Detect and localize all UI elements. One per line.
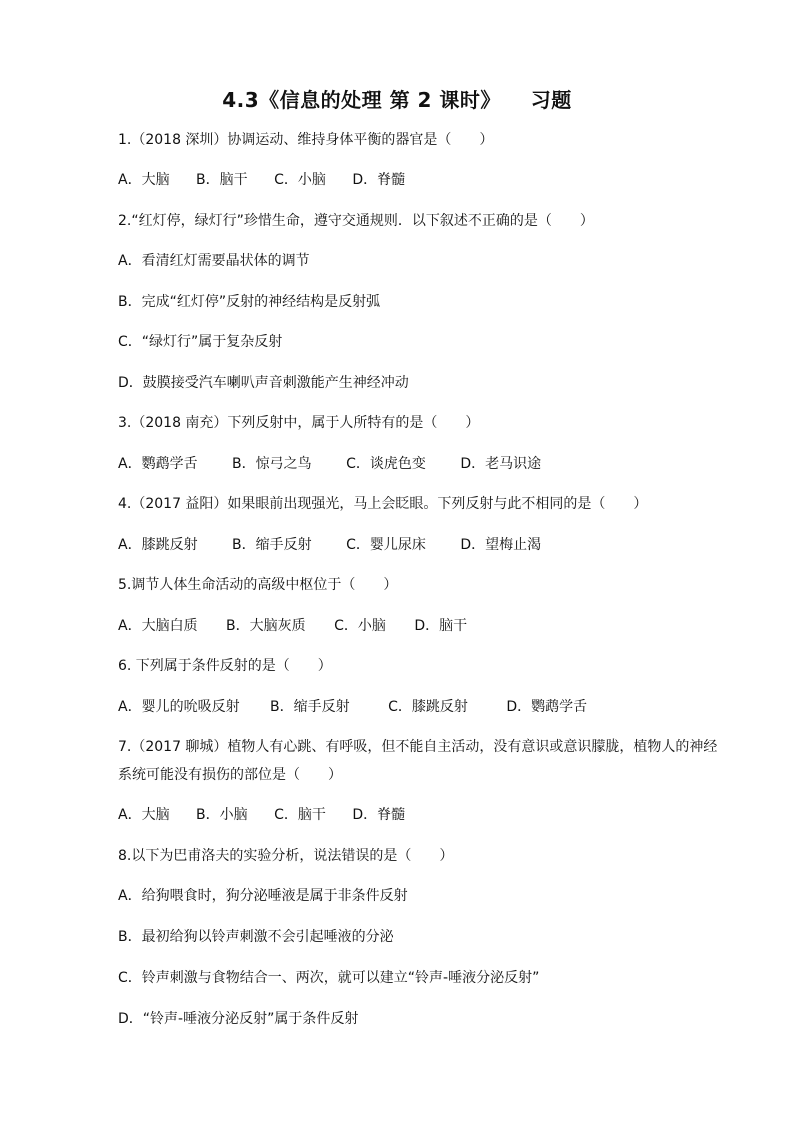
question-8-option-b: B．最初给狗以铃声刺激不会引起唾液的分泌	[118, 929, 394, 945]
question-7-stem: 7.（2017 聊城）植物人有心跳、有呼吸，但不能自主活动，没有意识或意识朦胧，植物人的神经	[118, 739, 718, 755]
question-1-stem: 1.（2018 深圳）协调运动、维持身体平衡的器官是（ ）	[118, 132, 494, 148]
question-6-option-c: C．膝跳反射	[388, 699, 468, 715]
question-2-option-c: C．“绿灯行”属于复杂反射	[118, 334, 283, 350]
question-7-stem-continued: 系统可能没有损伤的部位是（ ）	[118, 767, 342, 783]
question-4-stem: 4.（2017 益阳）如果眼前出现强光，马上会眨眼。下列反射与此不相同的是（ ）	[118, 496, 648, 512]
question-4-options	[118, 536, 541, 554]
question-5-option-a: A．大脑白质	[118, 618, 198, 634]
question-5-options	[118, 617, 467, 635]
question-5-option-d: D．脑干	[414, 618, 468, 634]
question-7-option-d: D．脊髓	[352, 807, 406, 823]
question-7-option-a: A．大脑	[118, 807, 170, 823]
question-1-options	[118, 171, 405, 189]
question-3-stem: 3.（2018 南充）下列反射中，属于人所特有的是（ ）	[118, 415, 480, 431]
question-2-option-d: D．鼓膜接受汽车喇叭声音刺激能产生神经冲动	[118, 375, 409, 391]
question-3-option-b: B．惊弓之鸟	[232, 456, 312, 472]
question-7-option-b: B．小脑	[196, 807, 248, 823]
question-2-option-b: B．完成“红灯停”反射的神经结构是反射弧	[118, 294, 381, 310]
question-6-option-b: B．缩手反射	[270, 699, 350, 715]
question-5-stem: 5.调节人体生命活动的高级中枢位于（ ）	[118, 577, 398, 593]
question-3-option-a: A．鹦鹉学舌	[118, 456, 198, 472]
question-6-option-d: D．鹦鹉学舌	[506, 699, 588, 715]
question-4-option-a: A．膝跳反射	[118, 537, 198, 553]
question-1-option-d: D．脊髓	[352, 172, 406, 188]
question-4-option-b: B．缩手反射	[232, 537, 312, 553]
question-7-option-c: C．脑干	[274, 807, 326, 823]
question-2-option-a: A．看清红灯需要晶状体的调节	[118, 253, 310, 269]
question-4-option-c: C．婴儿尿床	[346, 537, 426, 553]
question-1-option-b: B．脑干	[196, 172, 248, 188]
question-4-option-d: D．望梅止渴	[460, 537, 542, 553]
question-3-option-c: C．谈虎色变	[346, 456, 426, 472]
question-8-stem: 8.以下为巴甫洛夫的实验分析，说法错误的是（ ）	[118, 848, 454, 864]
question-8-option-a: A．给狗喂食时，狗分泌唾液是属于非条件反射	[118, 888, 408, 904]
question-6-option-a: A．婴儿的吮吸反射	[118, 699, 240, 715]
question-3-options	[118, 455, 541, 473]
question-1-option-a: A．大脑	[118, 172, 170, 188]
question-6-options	[118, 698, 587, 716]
question-5-option-b: B．大脑灰质	[226, 618, 306, 634]
question-8-option-c: C．铃声刺激与食物结合一、两次，就可以建立“铃声-唾液分泌反射”	[118, 970, 540, 986]
question-3-option-d: D．老马识途	[460, 456, 542, 472]
question-6-stem: 6. 下列属于条件反射的是（ ）	[118, 658, 332, 674]
question-5-option-c: C．小脑	[334, 618, 386, 634]
question-8-option-d: D．“铃声-唾液分泌反射”属于条件反射	[118, 1011, 359, 1027]
page-title: 4.3《信息的处理 第 2 课时》 习题	[222, 88, 572, 112]
question-7-options	[118, 806, 405, 824]
question-1-option-c: C．小脑	[274, 172, 326, 188]
question-2-stem: 2.“红灯停，绿灯行”珍惜生命，遵守交通规则．以下叙述不正确的是（ ）	[118, 213, 594, 229]
